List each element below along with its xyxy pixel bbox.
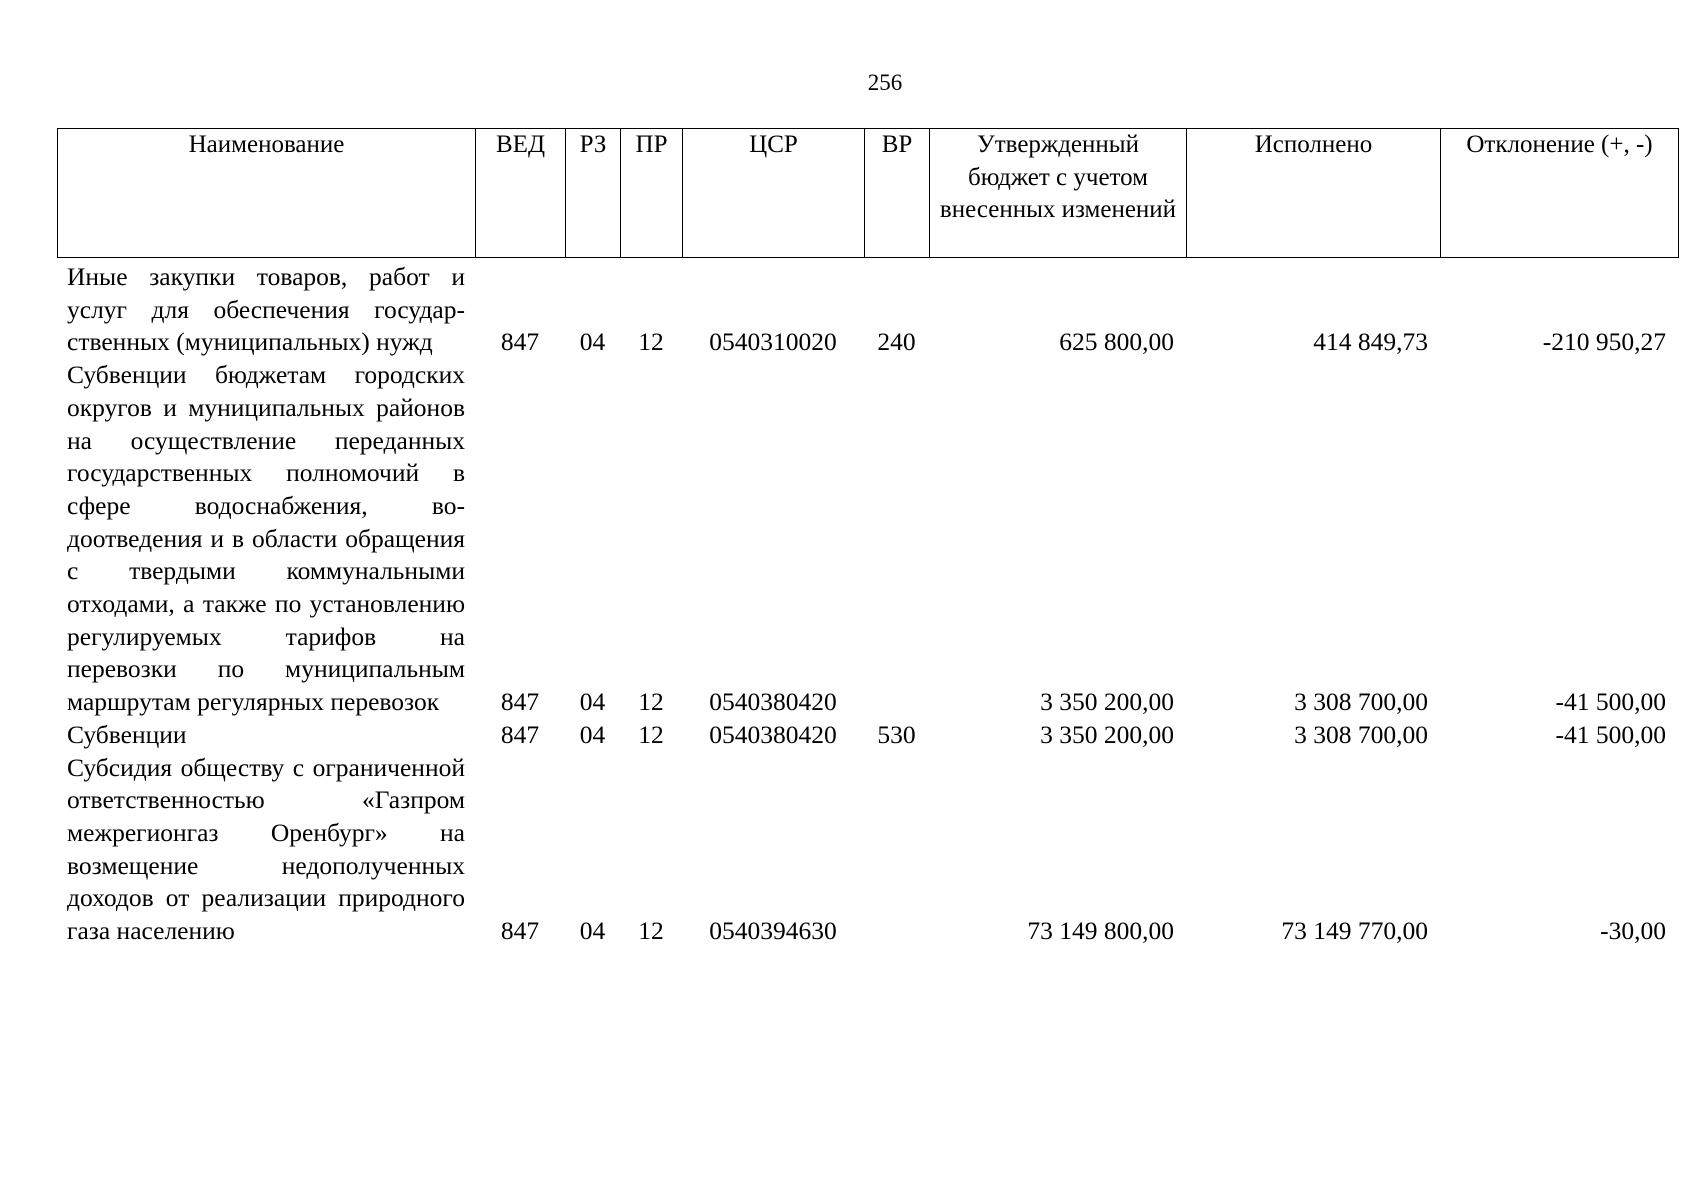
row-name: Иные закупки товаров, работ и услуг для обеспечения государственных (муниципальных) нужд bbox=[67, 262, 465, 357]
row-approved: 73 149 800,00 bbox=[1027, 916, 1174, 946]
column-header-executed: Исполнено bbox=[1187, 129, 1441, 258]
row-name: Субвенции бюджетам городских округов и муниципальных районов на осуществление переданных государственных полномочий в сфере водоснабжения, водоотведения и в области обращения с твердыми коммунальными отходами, а также по установлению регулируемых тарифов на перевозки по муниципальным маршрутам регулярных перевозок bbox=[67, 360, 465, 717]
row-csr: 0540394630 bbox=[709, 916, 837, 946]
row-vr: 240 bbox=[877, 327, 916, 357]
table-row bbox=[57, 719, 1678, 752]
row-pr: 12 bbox=[638, 916, 664, 946]
row-vr bbox=[864, 752, 929, 948]
row-executed: 414 849,73 bbox=[1313, 327, 1428, 357]
column-header-csr: ЦСР bbox=[683, 129, 865, 258]
table-body bbox=[57, 261, 1678, 948]
row-ved: 847 bbox=[500, 327, 540, 357]
row-executed: 73 149 770,00 bbox=[1281, 916, 1428, 946]
row-csr: 0540380420 bbox=[709, 719, 837, 749]
row-name: Субсидия обществу с ограниченной ответственностью «Газпром межрегионгаз Оренбург» на возмещение недополученных доходов от реализации природного газа населению bbox=[67, 752, 465, 946]
column-header-ved: ВЕД bbox=[476, 129, 566, 258]
row-rz: 04 bbox=[579, 719, 606, 749]
row-ved: 847 bbox=[500, 687, 540, 717]
column-header-pr: ПР bbox=[621, 129, 683, 258]
column-header-deviation: Отклонение (+, -) bbox=[1441, 129, 1679, 258]
row-deviation: -30,00 bbox=[1600, 916, 1666, 946]
row-rz: 04 bbox=[579, 916, 606, 946]
table-row bbox=[57, 261, 1678, 359]
row-deviation: -41 500,00 bbox=[1555, 719, 1666, 749]
column-header-approved: Утвержденный бюджет с учетом внесенных изменений bbox=[930, 129, 1187, 258]
row-approved: 3 350 200,00 bbox=[1040, 719, 1174, 749]
row-csr: 0540380420 bbox=[709, 687, 837, 717]
row-pr: 12 bbox=[638, 719, 664, 749]
row-approved: 625 800,00 bbox=[1059, 327, 1174, 357]
row-pr: 12 bbox=[638, 687, 664, 717]
page-number: 256 bbox=[867, 70, 903, 95]
row-approved: 3 350 200,00 bbox=[1040, 687, 1174, 717]
row-vr: 530 bbox=[877, 719, 916, 749]
column-header-name: Наименование bbox=[58, 129, 476, 258]
table-row bbox=[57, 752, 1678, 948]
row-ved: 847 bbox=[500, 719, 540, 749]
row-rz: 04 bbox=[579, 327, 606, 357]
table-header bbox=[57, 128, 1679, 258]
row-name: Субвенции bbox=[67, 719, 187, 749]
table-row bbox=[57, 359, 1678, 719]
column-header-vr: ВР bbox=[865, 129, 930, 258]
row-executed: 3 308 700,00 bbox=[1294, 719, 1428, 749]
row-deviation: -41 500,00 bbox=[1555, 687, 1666, 717]
row-csr: 0540310020 bbox=[709, 327, 837, 357]
row-executed: 3 308 700,00 bbox=[1294, 687, 1428, 717]
row-vr bbox=[864, 359, 929, 719]
row-rz: 04 bbox=[579, 687, 606, 717]
row-pr: 12 bbox=[638, 327, 664, 357]
row-ved: 847 bbox=[500, 916, 540, 946]
column-header-rz: РЗ bbox=[566, 129, 621, 258]
row-deviation: -210 950,27 bbox=[1542, 327, 1666, 357]
